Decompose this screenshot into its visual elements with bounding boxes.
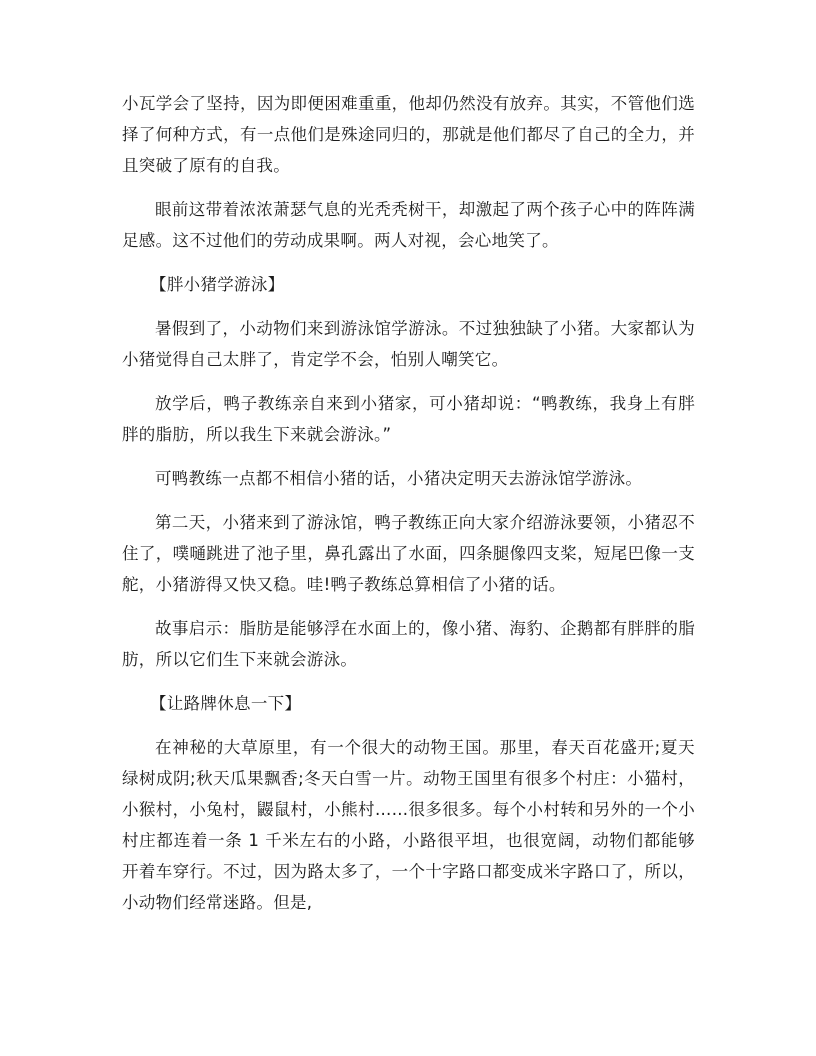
section-heading-fat-pig: 【胖小猪学游泳】 — [150, 275, 285, 294]
document-body — [122, 88, 695, 931]
paragraph-second-day: 第二天，小猪来到了游泳馆，鸭子教练正向大家介绍游泳要领，小猪忍不住了，噗嗵跳进了池子里，鼻孔露出了水面，四条腿像四支桨，短尾巴像一支舵，小猪游得又快又稳。哇!鸭子教练总算相信了小猪的话。 — [122, 513, 695, 594]
paragraph-summer-vacation: 暑假到了，小动物们来到游泳馆学游泳。不过独独缺了小猪。大家都认为小猪觉得自己太胖了，肯定学不会，怕别人嘲笑它。 — [122, 319, 695, 369]
paragraph-story-lesson: 故事启示：脂肪是能够浮在水面上的，像小猪、海豹、企鹅都有胖胖的脂肪，所以它们生下来就会游泳。 — [122, 619, 695, 669]
paragraph-continuation: 小瓦学会了坚持，因为即便困难重重，他却仍然没有放弃。其实，不管他们选择了何种方式，有一点他们是殊途同归的，那就是他们都尽了自己的全力，并且突破了原有的自我。 — [122, 94, 695, 175]
paragraph-after-school: 放学后，鸭子教练亲自来到小猪家，可小猪却说：“鸭教练，我身上有胖胖的脂肪，所以我生下来就会游泳。” — [122, 394, 695, 444]
paragraph-tree-trunk: 眼前这带着浓浓萧瑟气息的光秃秃树干，却激起了两个孩子心中的阵阵满足感。这不过他们的劳动成果啊。两人对视，会心地笑了。 — [122, 200, 695, 250]
section-heading-road-sign: 【让路牌休息一下】 — [150, 694, 302, 713]
paragraph-animal-kingdom: 在神秘的大草原里，有一个很大的动物王国。那里，春天百花盛开;夏天绿树成阴;秋天瓜果飘香;冬天白雪一片。动物王国里有很多个村庄：小猫村，小猴村，小兔村，鼹鼠村，小熊村……很多很多。每个小村转和另外的一个小村庄都连着一条 1 千米左右的小路，小路很平坦，也很宽阔，动物们都能够开着车穿行。不过，因为路太多了，一个十字路口都变成米字路口了，所以，小动物们经常迷路。但是, — [122, 738, 695, 912]
paragraph-coach-disbelief: 可鸭教练一点都不相信小猪的话，小猪决定明天去游泳馆学游泳。 — [155, 469, 643, 488]
